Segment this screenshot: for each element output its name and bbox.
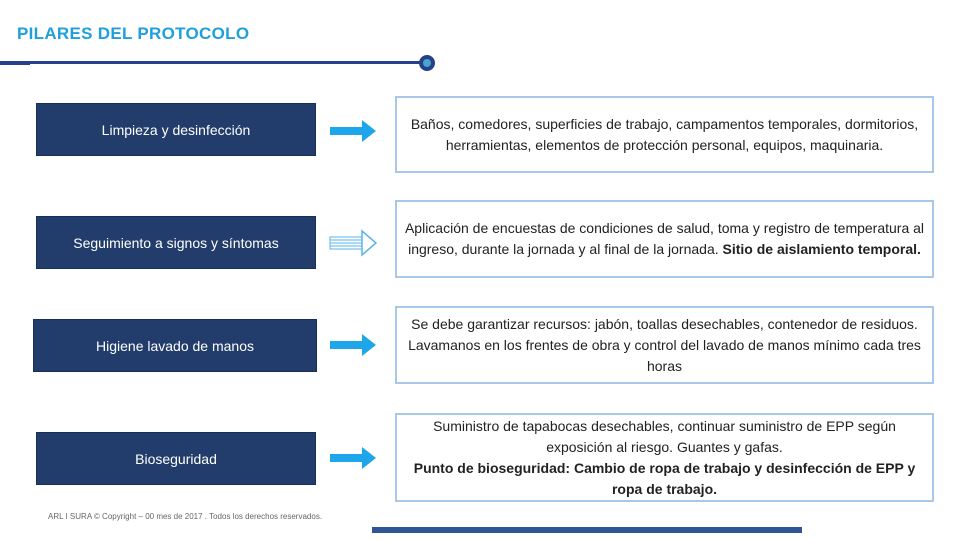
description-bold-text: Punto de bioseguridad: Cambio de ropa de trabajo y desinfección de EPP y ropa de trabajo. (413, 459, 916, 497)
striped-arrow-right-icon (329, 229, 377, 257)
pillar-box-bioseguridad (36, 432, 316, 485)
description-text: Baños, comedores, superficies de trabajo, campamentos temporales, dormitorios, herramientas, elementos de protección personal, equipos, maquinaria. (410, 115, 919, 153)
copyright-footer: ARL I SURA © Copyright – 00 mes de 2017 . Todos los derechos reservados. (48, 512, 323, 521)
pillar-label: Limpieza y desinfección (101, 121, 251, 138)
pillar-description-bioseguridad (395, 413, 934, 502)
title-underline (0, 61, 425, 64)
pillar-description-higiene (395, 306, 934, 384)
pillar-box-higiene (33, 319, 317, 372)
slide-title: PILARES DEL PROTOCOLO (17, 24, 250, 43)
description-text: Suministro de tapabocas desechables, continuar suministro de EPP según exposición al riesgo. Guantes y gafas. (433, 417, 896, 455)
arrow-right-icon (329, 331, 377, 359)
arrow-right-icon (329, 444, 377, 472)
pillar-box-limpieza (36, 103, 316, 156)
pillar-label: Seguimiento a signos y síntomas (73, 234, 279, 251)
pillar-label: Higiene lavado de manos (96, 337, 254, 354)
footer-accent-bar (372, 527, 802, 533)
title-underline-accent (0, 63, 30, 65)
description-bold-text: Sitio de aislamiento temporal. (722, 241, 921, 257)
pillar-label: Bioseguridad (135, 450, 217, 467)
description-text: Aplicación de encuestas de condiciones de salud, toma y registro de temperatura al ingreso, durante la jornada y al final de la jornada. (404, 220, 925, 257)
title-line-end-dot (419, 55, 435, 71)
pillar-box-seguimiento (36, 216, 316, 269)
description-text: Se debe garantizar recursos: jabón, toallas desechables, contenedor de residuos. Lavamanos en los frentes de obra y control del lavado de manos mínimo cada tres horas (408, 315, 921, 374)
pillar-description-seguimiento (395, 200, 934, 278)
pillar-description-limpieza (395, 96, 934, 173)
arrow-right-icon (329, 117, 377, 145)
